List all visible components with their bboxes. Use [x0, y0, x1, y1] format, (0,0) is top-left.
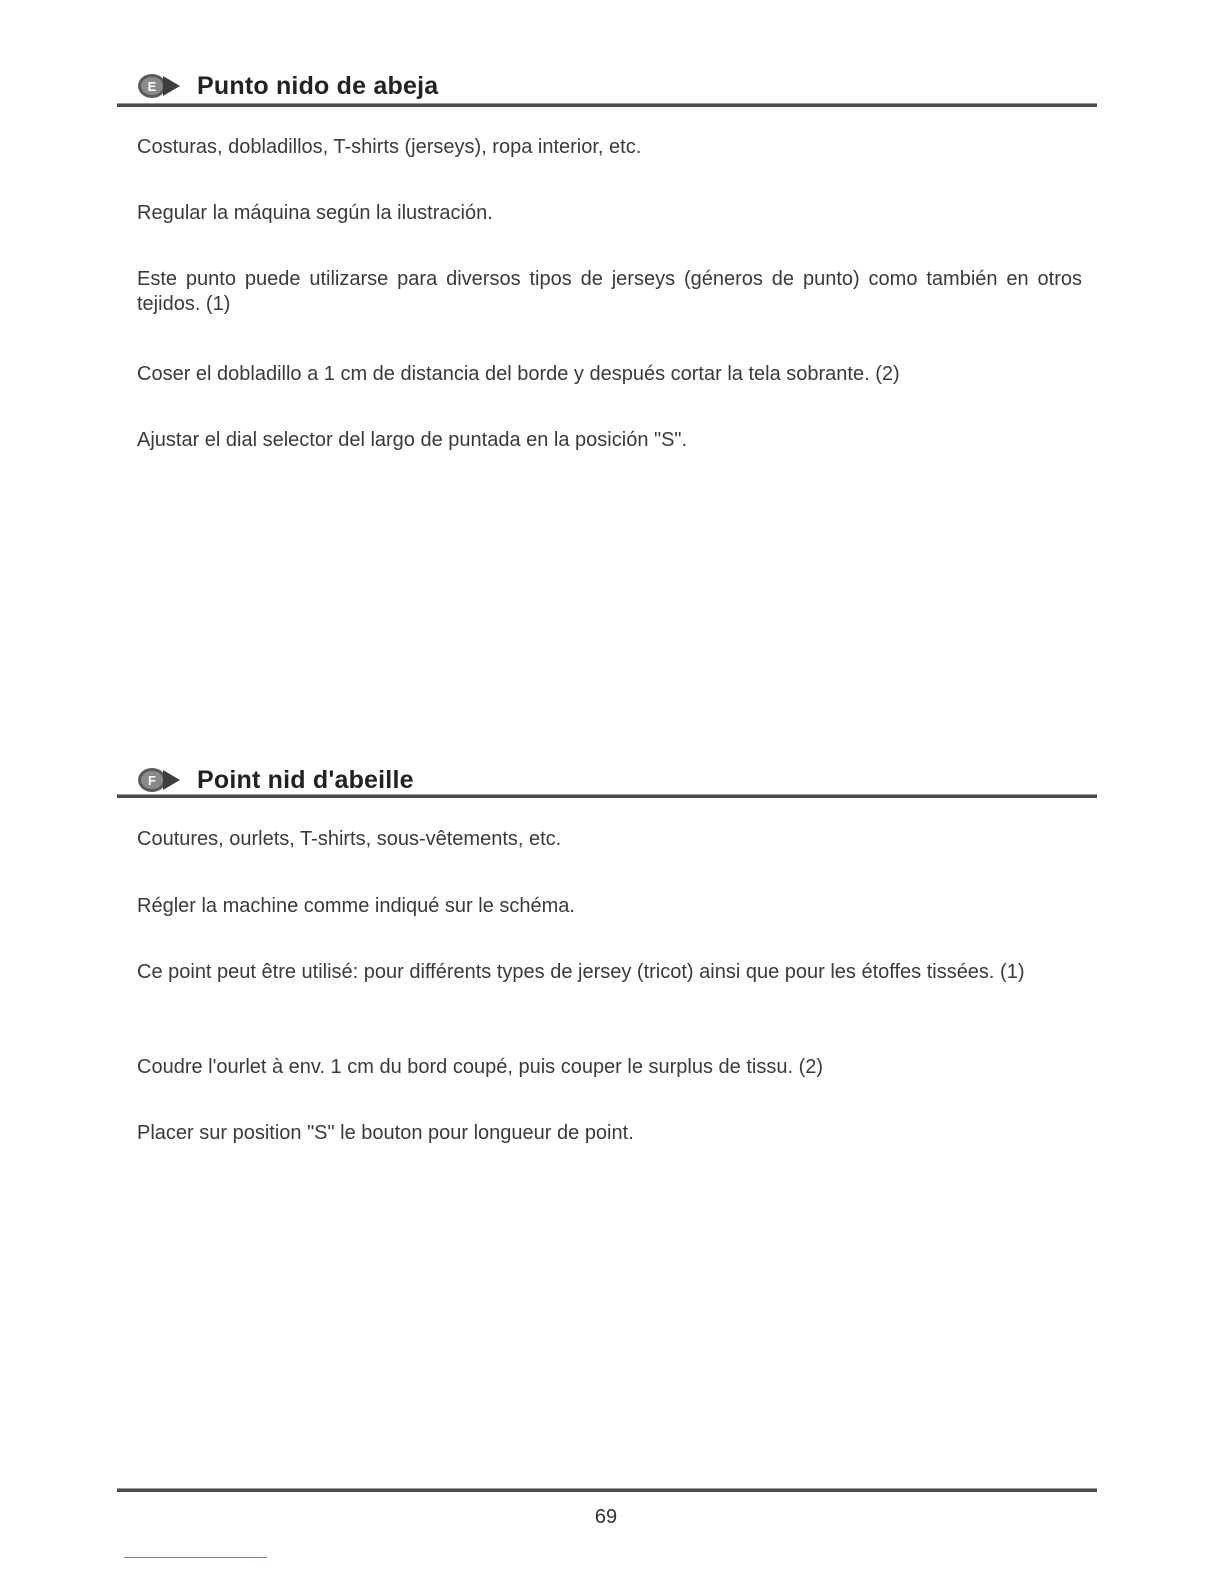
- paragraph: Ce point peut être utilisé: pour différents types de jersey (tricot) ainsi que pour les étoffes tissées. (1): [137, 961, 1025, 983]
- paragraph: Coudre l'ourlet à env. 1 cm du bord coupé, puis couper le surplus de tissu. (2): [137, 1056, 824, 1078]
- paragraph: Este punto puede utilizarse para diversos tipos de jerseys (géneros de punto) como también en otros tejidos. (1): [137, 268, 1082, 315]
- footer-rule: [117, 1488, 1097, 1492]
- page-number: 69: [594, 1506, 618, 1528]
- paragraph: Regular la máquina según la ilustración.: [137, 202, 493, 224]
- paragraph: Costuras, dobladillos, T-shirts (jerseys), ropa interior, etc.: [137, 136, 642, 158]
- heading-rule: [117, 794, 1097, 798]
- badge-letter: F: [148, 773, 156, 788]
- section-heading: [137, 66, 438, 106]
- paragraph: Ajustar el dial selector del largo de puntada en la posición "S".: [137, 429, 688, 451]
- edge-mark: [124, 1557, 267, 1558]
- language-marker-icon: [137, 72, 181, 100]
- badge-letter: E: [147, 79, 157, 94]
- paragraph: Placer sur position "S" le bouton pour longueur de point.: [137, 1122, 634, 1144]
- paragraph: Régler la machine comme indiqué sur le schéma.: [137, 895, 575, 917]
- heading-rule: [117, 103, 1097, 107]
- paragraph: Coser el dobladillo a 1 cm de distancia del borde y después cortar la tela sobrante. (2): [137, 363, 900, 385]
- paragraph: Coutures, ourlets, T-shirts, sous-vêtements, etc.: [137, 828, 562, 850]
- section-title: Punto nido de abeja: [197, 71, 439, 100]
- section-title: Point nid d'abeille: [197, 765, 414, 794]
- language-marker-icon: [137, 766, 181, 794]
